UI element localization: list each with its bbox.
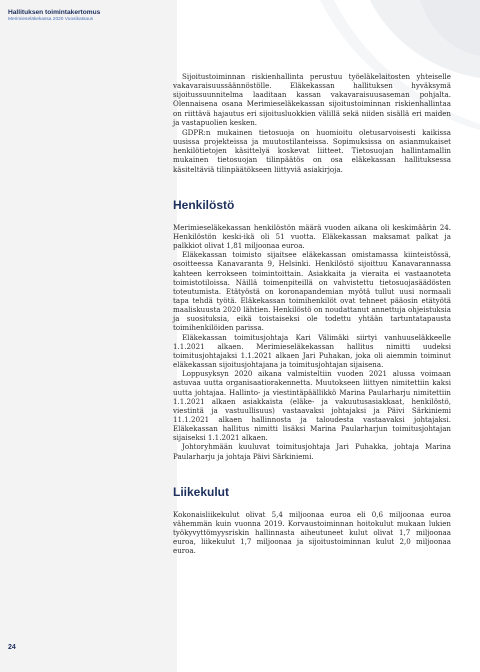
paragraph: Loppusyksyn 2020 aikana valmisteltiin vuoden 2021 alussa voimaan astuvaa uutta organisaatiorakennetta. Muutokseen liittyen nimitettiin kaksi uutta johtajaa. Hallinto- ja viestintäpäällikkö Marina Paularharju nimitettiin 1.1.2021 alkaen asiakkaista (eläke- ja vakuutusasiakkaat, henkilöstö, viestintä ja vastuullisuus) vastaavaksi johtajaksi ja Päivi Särkiniemi 11.1.2021 alkaen hallinnosta ja taloudesta vastaavaksi johtajaksi. Eläkekassan hallitus nimitti lisäksi Marina Paularharjun toimitusjohtajan sijaiseksi 1.1.2021 alkaen.: [173, 369, 451, 443]
page-number: 24: [8, 644, 16, 651]
paragraph: Kokonaisliikekulut olivat 5,4 miljoonaa euroa eli 0,6 miljoonaa euroa vähemmän kuin vuonna 2019. Korvaustoiminnan hoitokulut mukaan lukien työkyvyttömyysriskin hallinnasta aiheutuneet kulut olivat 1,7 miljoonaa euroa, liikekulut 1,7 miljoonaa ja sijoitustoiminnan kulut 2,0 miljoonaa euroa.: [173, 509, 451, 556]
report-title: Hallituksen toimintakertomus: [8, 9, 101, 16]
main-text-column: [173, 70, 451, 556]
section-heading-liikekulut: Liikekulut: [173, 484, 230, 499]
left-sidebar: [0, 0, 177, 672]
paragraph: Merimieseläkekassan henkilöstön määrä vuoden aikana oli keskimäärin 24. Henkilöstön keski-ikä oli 51 vuotta. Eläkekassan maksamat palkat ja palkkiot olivat 1,81 miljoonaa euroa.: [173, 222, 451, 251]
report-subtitle: Merimieseläkekassa 2020 Vuosikatsaus: [8, 17, 94, 22]
paragraph: Eläkekassan toimisto sijaitsee eläkekassan omistamassa kiinteistössä, osoitteessa Kanavaranta 9, Helsinki. Henkilöstö sijoittuu Kanavarannassa kahteen kerrokseen toimintoittain. Asiakkaita ja vieraita ei vastaanoteta toimistotiloissa. Näillä toimenpiteillä on vahvistettu tietosuojasäädösten toteutumista. Etätyöstä on koronapandemian myötä tullut uusi normaali tapa tehdä työtä. Eläkekassan toimihenkilöt ovat tehneet pääosin etätyötä maaliskuusta 2020 lähtien. Henkilöstö on noudattanut annettuja ohjeistuksia ja suosituksia, eikä toistaiseksi ole todettu yhtään tartuntatapausta toimihenkilöiden parissa.: [173, 250, 451, 333]
paragraph: Eläkekassan toimitusjohtaja Kari Välimäki siirtyi vanhuuseläkkeelle 1.1.2021 alkaen. Merimieseläkekassan hallitus nimitti uudeksi toimitusjohtajaksi 1.1.2021 alkaen Jari Puhakan, joka oli aiemmin toiminut eläkekassan sijoitusjohtajana ja toimitusjohtajan sijaisena.: [173, 332, 451, 370]
paragraph: Sijoitustoiminnan riskienhallinta perustuu työeläkelaitosten yhteiselle vakavaraisuussäännöstölle. Eläkekassan hallituksen hyväksymä sijoitussuunnitelma laaditaan kassan vakavaraisuusaseman pohjalta. Olennaisena osana Merimieseläkekassan sijoitustoiminnan riskienhallintaa on riittävä hajautus eri sijoitusluokkien välillä sekä niiden sisällä eri maiden ja vastapuolien kesken.: [173, 72, 451, 127]
paragraph: GDPR:n mukainen tietosuoja on huomioitu oletusarvoisesti kaikissa uusissa projekteissa ja muutostilanteissa. Sopimuksissa on asianmukaiset henkilötietojen käsittelyä koskevat liitteet. Tietosuojan hallintamallin mukainen tietosuojan tilinpäätös on osa eläkekassan hallituksessa käsiteltäviä tilinpäätökseen liittyviä asiakirjoja.: [173, 127, 451, 174]
section-heading-henkilosto: Henkilöstö: [173, 197, 235, 212]
running-header: [8, 9, 173, 23]
paragraph: Johtoryhmään kuuluvat toimitusjohtaja Jari Puhakka, johtaja Marina Paularharju ja johtaja Päivi Särkiniemi.: [173, 442, 451, 461]
